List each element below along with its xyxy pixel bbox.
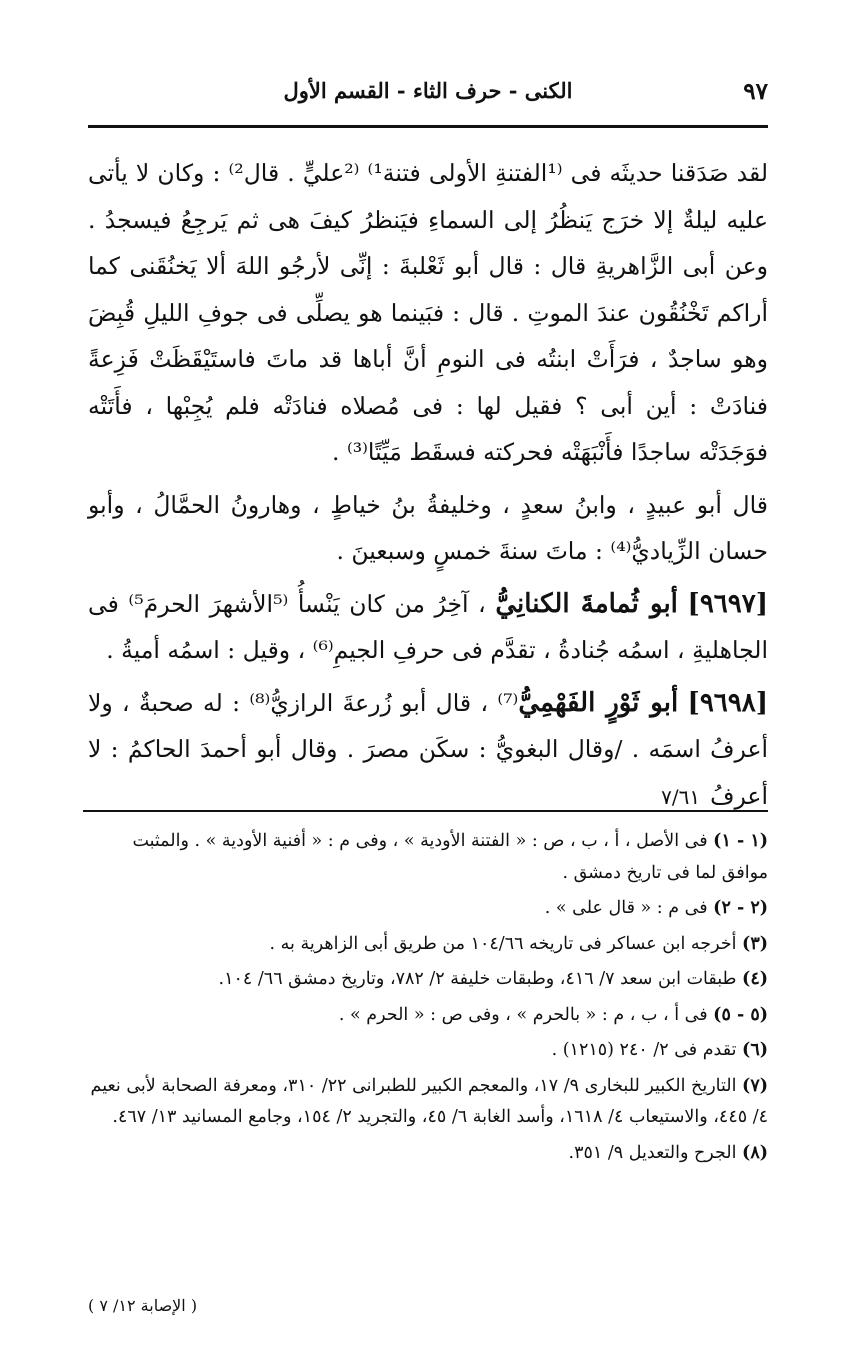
footnote <box>88 1071 768 1134</box>
footnote-separator <box>83 810 768 812</box>
footnote-label: (٧) <box>742 1075 768 1096</box>
entry-name: أبو ثَوْرٍ الفَهْمِيُّ <box>518 687 679 718</box>
footnote-label: (٢ - ٢) <box>713 898 768 918</box>
footnote <box>88 964 768 996</box>
entry-text: ⁽⁷⁾ ، قال أبو زُرعةَ الرازيُّ⁽⁸⁾ : له صحبةٌ ، ولا أعرفُ اسمَه . /وقال البغويُّ : سكَن مصرَ . وقال أبو أحمدَ الحاكمُ : لا أعرفُ <box>88 688 768 810</box>
header-rule <box>88 125 768 128</box>
footnote-text: التاريخ الكبير للبخارى ٩/ ١٧، والمعجم الكبير للطبرانى ٢٢/ ٣١٠، ومعرفة الصحابة لأبى نعيم ٤/ ٤٤٥، والاستيعاب ٤/ ١٦١٨، وأسد الغابة ٦/ ٤٥، والتجريد ٢/ ١٥٤، وجامع المسانيد ١٣/ ٤٦٧. <box>90 1075 768 1127</box>
footnote-label: (٣) <box>742 933 768 954</box>
page-number: ٩٧ <box>743 78 768 105</box>
footnote <box>88 1138 768 1170</box>
footnote <box>88 893 768 925</box>
footnote-text: فى أ ، ب ، م : « بالحرم » ، وفى ص : « الحرم » . <box>338 1004 708 1025</box>
folio-marker: ٧/٦١ <box>661 784 701 809</box>
paragraph-2: قال أبو عبيدٍ ، وابنُ سعدٍ ، وخليفةُ بنُ خياطٍ ، وهارونُ الحمَّالُ ، وأبو حسان الزِّياديُّ⁽⁴⁾ : ماتَ سنةَ خمسٍ وسبعينَ . <box>88 490 768 565</box>
footnote-text: أخرجه ابن عساكر فى تاريخه ١٠٤/٦٦ من طريق أبى الزاهرية به . <box>269 933 737 954</box>
footnote-text: الجرح والتعديل ٩/ ٣٥١. <box>568 1142 737 1163</box>
footnote-label: (٤) <box>742 969 768 989</box>
footnote-label: (١ - ١) <box>713 831 768 851</box>
running-title: الكنى - حرف الثاء - القسم الأول <box>283 78 573 103</box>
paragraph-1: لقد صَدَقنا حديثَه فى ⁽¹الفتنةِ الأولى فتنة¹⁾ ⁽²عليٍّ . قال²⁾ : وكان لا يأتى عليه ليلةٌ إلا خرَج يَنظُرُ إلى السماءِ فيَنظرُ كيفَ هى ثم يَرجِعُ فيسجدُ . وعن أبى الزَّاهريةِ قال : قال أبو ثَعْلبةَ : إنِّى لأرجُو اللهَ ألا يَخنُقَنى كما أراكم تَخْنُقُون عندَ الموتِ . قال : فبَينما هو يصلِّى فى جوفِ الليلِ قُبِضَ وهو ساجدٌ ، فرَأَتْ ابنتُه فى النومِ أنَّ أباها قد ماتَ فاستَيْقَظَتْ فَزِعةً فنادَتْ : أين أبى ؟ فقيل لها : فى مُصلاه فنادَتْه فلم يُجِبْها ، فأَتَتْه فوَجَدَتْه ساجدًا فأَنْبَهَتْه فحركته فسقَط مَيِّتًا⁽³⁾ . <box>88 159 769 466</box>
main-text <box>88 150 768 820</box>
footnote <box>88 929 768 961</box>
footnote-label: (٥ - ٥) <box>713 1004 768 1025</box>
footnote-label: (٨) <box>742 1142 768 1163</box>
running-header <box>88 78 768 124</box>
entry-text: ، آخِرُ من كان يَنْسأُ ⁽⁵الأشهرَ الحرمَ⁵⁾ فى الجاهليةِ ، اسمُه جُنادةُ ، تقدَّم فى حرفِ الجيمِ⁽⁶⁾ ، وقيل : اسمُه أميةُ . <box>88 589 768 664</box>
footnote <box>88 826 768 889</box>
signature-mark: ( الإصابة ١٢/ ٧ ) <box>88 1296 198 1315</box>
footnote-text: فى م : « قال على » . <box>544 898 708 918</box>
entry-9697 <box>88 581 768 674</box>
footnote-text: طبقات ابن سعد ٧/ ٤١٦، وطبقات خليفة ٢/ ٧٨٢، وتاريخ دمشق ٦٦/ ١٠٤. <box>218 969 737 989</box>
footnote <box>88 1035 768 1067</box>
footnotes <box>88 826 768 1173</box>
footnote-text: تقدم فى ٢/ ٢٤٠ (١٢١٥) . <box>551 1040 737 1060</box>
footnote-label: (٦) <box>742 1040 768 1060</box>
footnote <box>88 1000 768 1032</box>
entry-number: [٩٦٩٧] <box>687 588 769 619</box>
entry-9698 <box>88 680 768 821</box>
entry-number: [٩٦٩٨] <box>687 687 768 718</box>
footnote-text: فى الأصل ، أ ، ب ، ص : « الفتنة الأودية » ، وفى م : « أفنية الأودية » . والمثبت موافق لما فى تاريخ دمشق . <box>132 831 768 883</box>
entry-name: أبو ثُمامةَ الكنانِيُّ <box>495 588 678 619</box>
